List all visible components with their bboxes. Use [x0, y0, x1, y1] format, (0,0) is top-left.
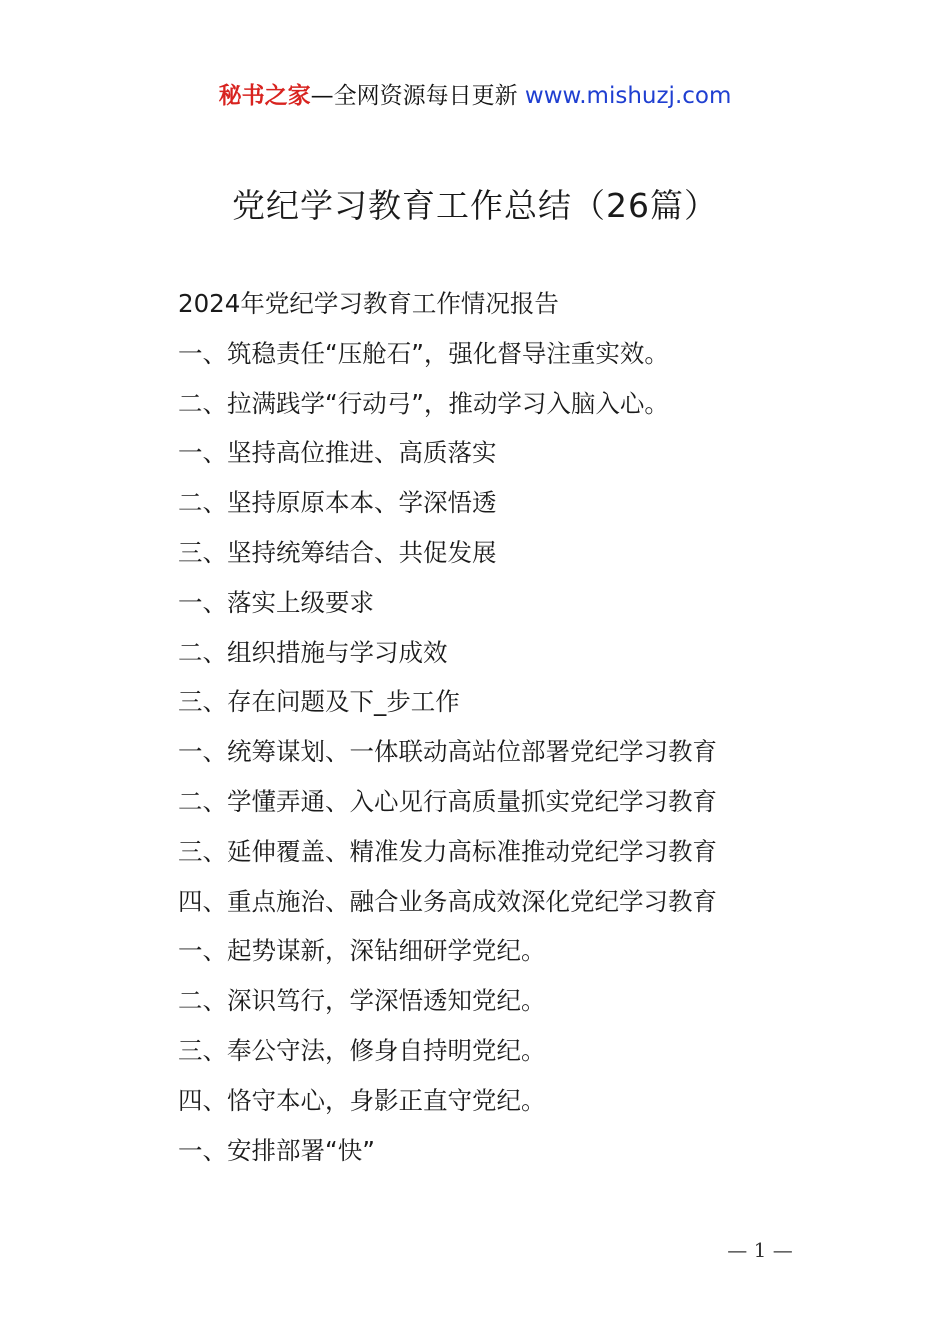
outline-item: 二、拉满践学“行动弓”，推动学习入脑入心。: [178, 388, 669, 418]
page-number: — 1 —: [727, 1238, 793, 1262]
outline-item: 一、坚持高位推进、高质落实: [178, 438, 497, 468]
outline-list: [178, 284, 818, 1180]
site-url-link[interactable]: www.mishuzj.com: [524, 83, 732, 109]
outline-item: 一、筑稳责任“压舱石”，强化督导注重实效。: [178, 338, 669, 368]
outline-item: 二、深识笃行，学深悟透知党纪。: [178, 986, 546, 1016]
outline-item: 2024年党纪学习教育工作情况报告: [178, 289, 559, 318]
outline-item: 二、学懂弄通、入心见行高质量抓实党纪学习教育: [178, 786, 717, 816]
header-tagline: —全网资源每日更新: [310, 83, 518, 109]
brand-name: 秘书之家: [218, 83, 311, 109]
site-header: [0, 80, 950, 112]
outline-item: 二、坚持原原本本、学深悟透: [178, 488, 497, 518]
outline-item: 三、存在问题及下_步工作: [178, 687, 460, 717]
outline-item: 三、坚持统筹结合、共促发展: [178, 537, 497, 567]
outline-item: 三、奉公守法，修身自持明党纪。: [178, 1035, 546, 1065]
outline-item: 三、延伸覆盖、精准发力高标准推动党纪学习教育: [178, 836, 717, 866]
outline-item: 一、统筹谋划、一体联动高站位部署党纪学习教育: [178, 737, 717, 767]
document-title: 党纪学习教育工作总结（26篇）: [232, 186, 718, 225]
outline-item: 一、安排部署“快”: [178, 1135, 375, 1165]
outline-item: 四、重点施治、融合业务高成效深化党纪学习教育: [178, 886, 717, 916]
outline-item: 四、恪守本心，身影正直守党纪。: [178, 1085, 546, 1115]
outline-item: 二、组织措施与学习成效: [178, 637, 448, 667]
outline-item: 一、起势谋新，深钻细研学党纪。: [178, 936, 546, 966]
outline-item: 一、落实上级要求: [178, 587, 374, 617]
